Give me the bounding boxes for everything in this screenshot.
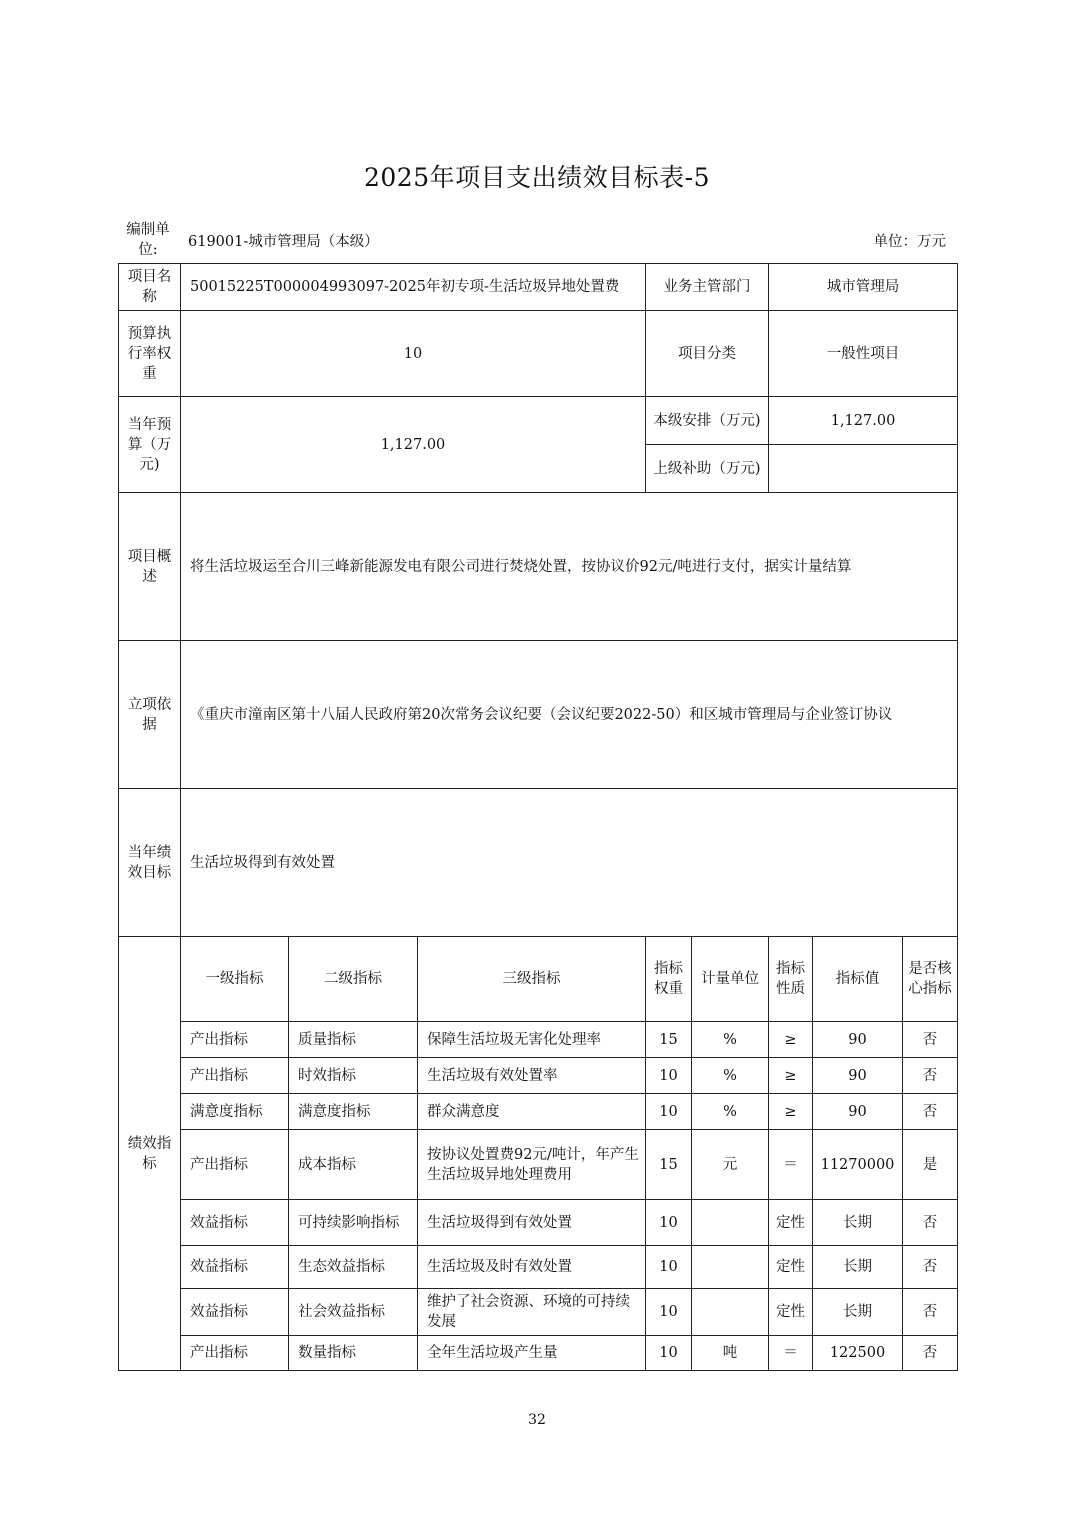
cell-unit [692,1200,769,1246]
table-row [119,1094,958,1130]
cell-unit: % [692,1022,769,1058]
basis-label: 立项依据 [119,641,181,789]
table-row [119,1130,958,1200]
cell-level3: 生活垃圾得到有效处置 [418,1200,646,1246]
basis-value: 《重庆市潼南区第十八届人民政府第20次常务会议纪要（会议纪要2022-50）和区城市管理局与企业签订协议 [181,641,958,789]
cell-unit: 吨 [692,1336,769,1371]
cell-level1: 效益指标 [181,1289,289,1336]
category-value: 一般性项目 [769,311,958,397]
cell-level2: 生态效益指标 [289,1246,418,1289]
row-weight [119,311,958,397]
dept-label: 业务主管部门 [646,264,769,311]
row-basis [119,641,958,789]
indicator-section-label: 绩效指标 [119,937,181,1371]
cell-level1: 产出指标 [181,1130,289,1200]
overview-value: 将生活垃圾运至合川三峰新能源发电有限公司进行焚烧处置，按协议价92元/吨进行支付，据实计量结算 [181,493,958,641]
indicator-header-row [119,937,958,1022]
cell-nature: ≥ [769,1058,813,1094]
project-name-value: 50015225T000004993097-2025年初专项-生活垃圾异地处置费 [181,264,646,311]
cell-level3: 生活垃圾有效处置率 [418,1058,646,1094]
cell-core: 否 [903,1200,958,1246]
cell-value: 90 [813,1022,903,1058]
row-budget [119,397,958,445]
org-label: 编制单位: [126,222,170,258]
cell-value: 长期 [813,1200,903,1246]
cell-core: 是 [903,1130,958,1200]
table-row [119,1200,958,1246]
local-value: 1,127.00 [769,397,958,445]
cell-unit: 元 [692,1130,769,1200]
cell-value: 11270000 [813,1130,903,1200]
cell-core: 否 [903,1058,958,1094]
cell-weight: 15 [646,1022,692,1058]
unit-label: 单位：万元 [873,234,946,250]
cell-nature: 定性 [769,1246,813,1289]
cell-level1: 产出指标 [181,1336,289,1371]
weight-value: 10 [181,311,646,397]
cell-level1: 效益指标 [181,1200,289,1246]
cell-value: 90 [813,1094,903,1130]
category-label: 项目分类 [646,311,769,397]
goal-label: 当年绩效目标 [119,789,181,937]
cell-weight: 10 [646,1246,692,1289]
cell-level1: 产出指标 [181,1058,289,1094]
cell-nature: ≥ [769,1022,813,1058]
performance-table [118,263,958,1371]
header-level1: 一级指标 [181,937,289,1022]
cell-level1: 产出指标 [181,1022,289,1058]
cell-value: 90 [813,1058,903,1094]
header-weight: 指标权重 [646,937,692,1022]
cell-nature: ＝ [769,1336,813,1371]
cell-level2: 数量指标 [289,1336,418,1371]
cell-core: 否 [903,1246,958,1289]
row-overview [119,493,958,641]
cell-level2: 时效指标 [289,1058,418,1094]
table-row [119,1058,958,1094]
table-row [119,1289,958,1336]
header-nature: 指标性质 [769,937,813,1022]
cell-level2: 可持续影响指标 [289,1200,418,1246]
cell-core: 否 [903,1289,958,1336]
table-row [119,1336,958,1371]
row-project-name [119,264,958,311]
dept-value: 城市管理局 [769,264,958,311]
cell-weight: 10 [646,1200,692,1246]
table-row [119,1022,958,1058]
cell-nature: 定性 [769,1289,813,1336]
table-row [119,1246,958,1289]
form-meta [118,218,956,262]
header-level2: 二级指标 [289,937,418,1022]
cell-level3: 群众满意度 [418,1094,646,1130]
upper-label: 上级补助（万元) [646,445,769,493]
overview-label: 项目概述 [119,493,181,641]
cell-weight: 10 [646,1289,692,1336]
cell-level2: 成本指标 [289,1130,418,1200]
cell-level3: 全年生活垃圾产生量 [418,1336,646,1371]
upper-value [769,445,958,493]
cell-unit [692,1246,769,1289]
cell-weight: 15 [646,1130,692,1200]
cell-unit: % [692,1094,769,1130]
header-level3: 三级指标 [418,937,646,1022]
row-goal [119,789,958,937]
org-value: 619001-城市管理局（本级） [188,234,379,250]
cell-nature: ＝ [769,1130,813,1200]
header-core: 是否核心指标 [903,937,958,1022]
cell-core: 否 [903,1022,958,1058]
cell-unit [692,1289,769,1336]
cell-level3: 保障生活垃圾无害化处理率 [418,1022,646,1058]
page-title: 2025年项目支出绩效目标表-5 [364,163,710,192]
cell-weight: 10 [646,1058,692,1094]
cell-level1: 满意度指标 [181,1094,289,1130]
cell-level2: 质量指标 [289,1022,418,1058]
cell-level3: 维护了社会资源、环境的可持续发展 [418,1289,646,1336]
cell-core: 否 [903,1336,958,1371]
cell-level1: 效益指标 [181,1246,289,1289]
cell-nature: ≥ [769,1094,813,1130]
cell-level3: 按协议处置费92元/吨计，年产生生活垃圾异地处理费用 [418,1130,646,1200]
cell-weight: 10 [646,1094,692,1130]
cell-value: 长期 [813,1246,903,1289]
cell-nature: 定性 [769,1200,813,1246]
page-number: 32 [528,1412,546,1428]
cell-level2: 满意度指标 [289,1094,418,1130]
project-name-label: 项目名称 [119,264,181,311]
budget-label: 当年预算（万元) [119,397,181,493]
local-label: 本级安排（万元) [646,397,769,445]
cell-unit: % [692,1058,769,1094]
weight-label: 预算执行率权重 [119,311,181,397]
cell-core: 否 [903,1094,958,1130]
budget-value: 1,127.00 [181,397,646,493]
cell-value: 长期 [813,1289,903,1336]
cell-weight: 10 [646,1336,692,1371]
cell-value: 122500 [813,1336,903,1371]
cell-level2: 社会效益指标 [289,1289,418,1336]
goal-value: 生活垃圾得到有效处置 [181,789,958,937]
cell-level3: 生活垃圾及时有效处置 [418,1246,646,1289]
header-unit: 计量单位 [692,937,769,1022]
header-value: 指标值 [813,937,903,1022]
